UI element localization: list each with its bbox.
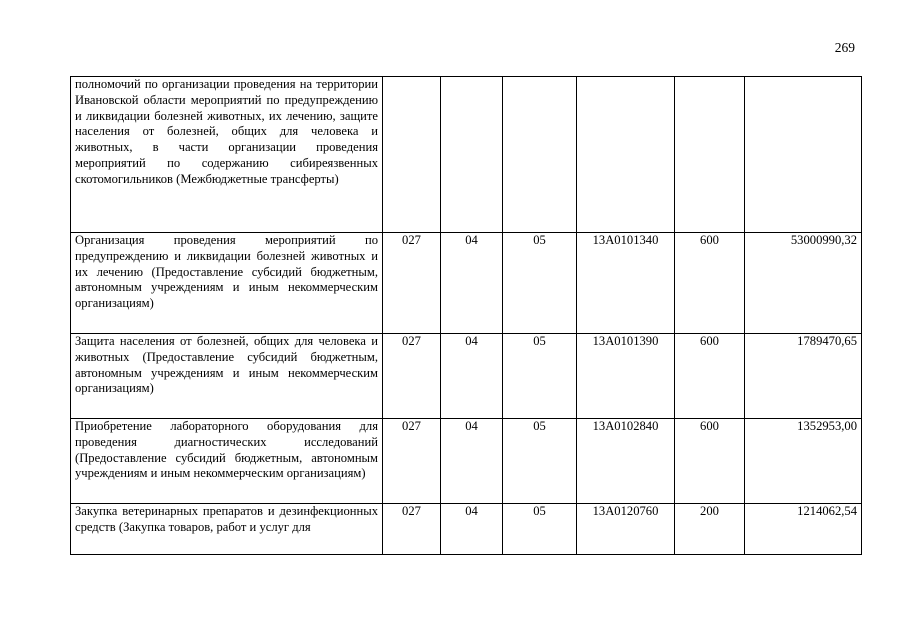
page-number: 269 — [834, 40, 855, 55]
amount: 53000990,32 — [745, 233, 862, 334]
subsection-code: 05 — [503, 504, 577, 555]
expense-type-code: 600 — [675, 419, 745, 504]
expense-description: полномочий по организации проведения на территории Ивановской области мероприятий по предупреждению и ликвидации болезней животных, их лечению, защите населения от болезней, общих для человека и животных, в части организации проведения мероприятий по содержанию сибиреязвенных скотомогильников (Межбюджетные трансферты) — [71, 77, 383, 233]
amount: 1214062,54 — [745, 504, 862, 555]
section-code: 04 — [441, 334, 503, 419]
amount: 1789470,65 — [745, 334, 862, 419]
expense-description: Организация проведения мероприятий по предупреждению и ликвидации болезней животных и их лечению (Предоставление субсидий бюджетным, автономным учреждениям и иным некоммерческим организациям) — [71, 233, 383, 334]
ministry-code — [383, 77, 441, 233]
table-row — [71, 334, 862, 419]
expense-type-code: 600 — [675, 233, 745, 334]
section-code: 04 — [441, 233, 503, 334]
target-article-code: 13А0102840 — [577, 419, 675, 504]
table-row — [71, 504, 862, 555]
expense-type-code — [675, 77, 745, 233]
budget-table — [70, 76, 862, 555]
expense-description: Приобретение лабораторного оборудования для проведения диагностических исследований (Предоставление субсидий бюджетным, автономным учреждениям и иным некоммерческим организациям) — [71, 419, 383, 504]
table-row — [71, 233, 862, 334]
target-article-code — [577, 77, 675, 233]
section-code: 04 — [441, 504, 503, 555]
subsection-code: 05 — [503, 419, 577, 504]
target-article-code: 13А0101390 — [577, 334, 675, 419]
target-article-code: 13А0120760 — [577, 504, 675, 555]
subsection-code — [503, 77, 577, 233]
section-code: 04 — [441, 419, 503, 504]
amount — [745, 77, 862, 233]
amount: 1352953,00 — [745, 419, 862, 504]
expense-description: Защита населения от болезней, общих для человека и животных (Предоставление субсидий бюджетным, автономным учреждениям и иным некоммерческим организациям) — [71, 334, 383, 419]
expense-type-code: 600 — [675, 334, 745, 419]
ministry-code: 027 — [383, 233, 441, 334]
expense-description: Закупка ветеринарных препаратов и дезинфекционных средств (Закупка товаров, работ и услуг для — [71, 504, 383, 555]
table-row — [71, 419, 862, 504]
target-article-code: 13А0101340 — [577, 233, 675, 334]
table-row — [71, 77, 862, 233]
ministry-code: 027 — [383, 419, 441, 504]
expense-type-code: 200 — [675, 504, 745, 555]
section-code — [441, 77, 503, 233]
subsection-code: 05 — [503, 334, 577, 419]
subsection-code: 05 — [503, 233, 577, 334]
ministry-code: 027 — [383, 504, 441, 555]
ministry-code: 027 — [383, 334, 441, 419]
